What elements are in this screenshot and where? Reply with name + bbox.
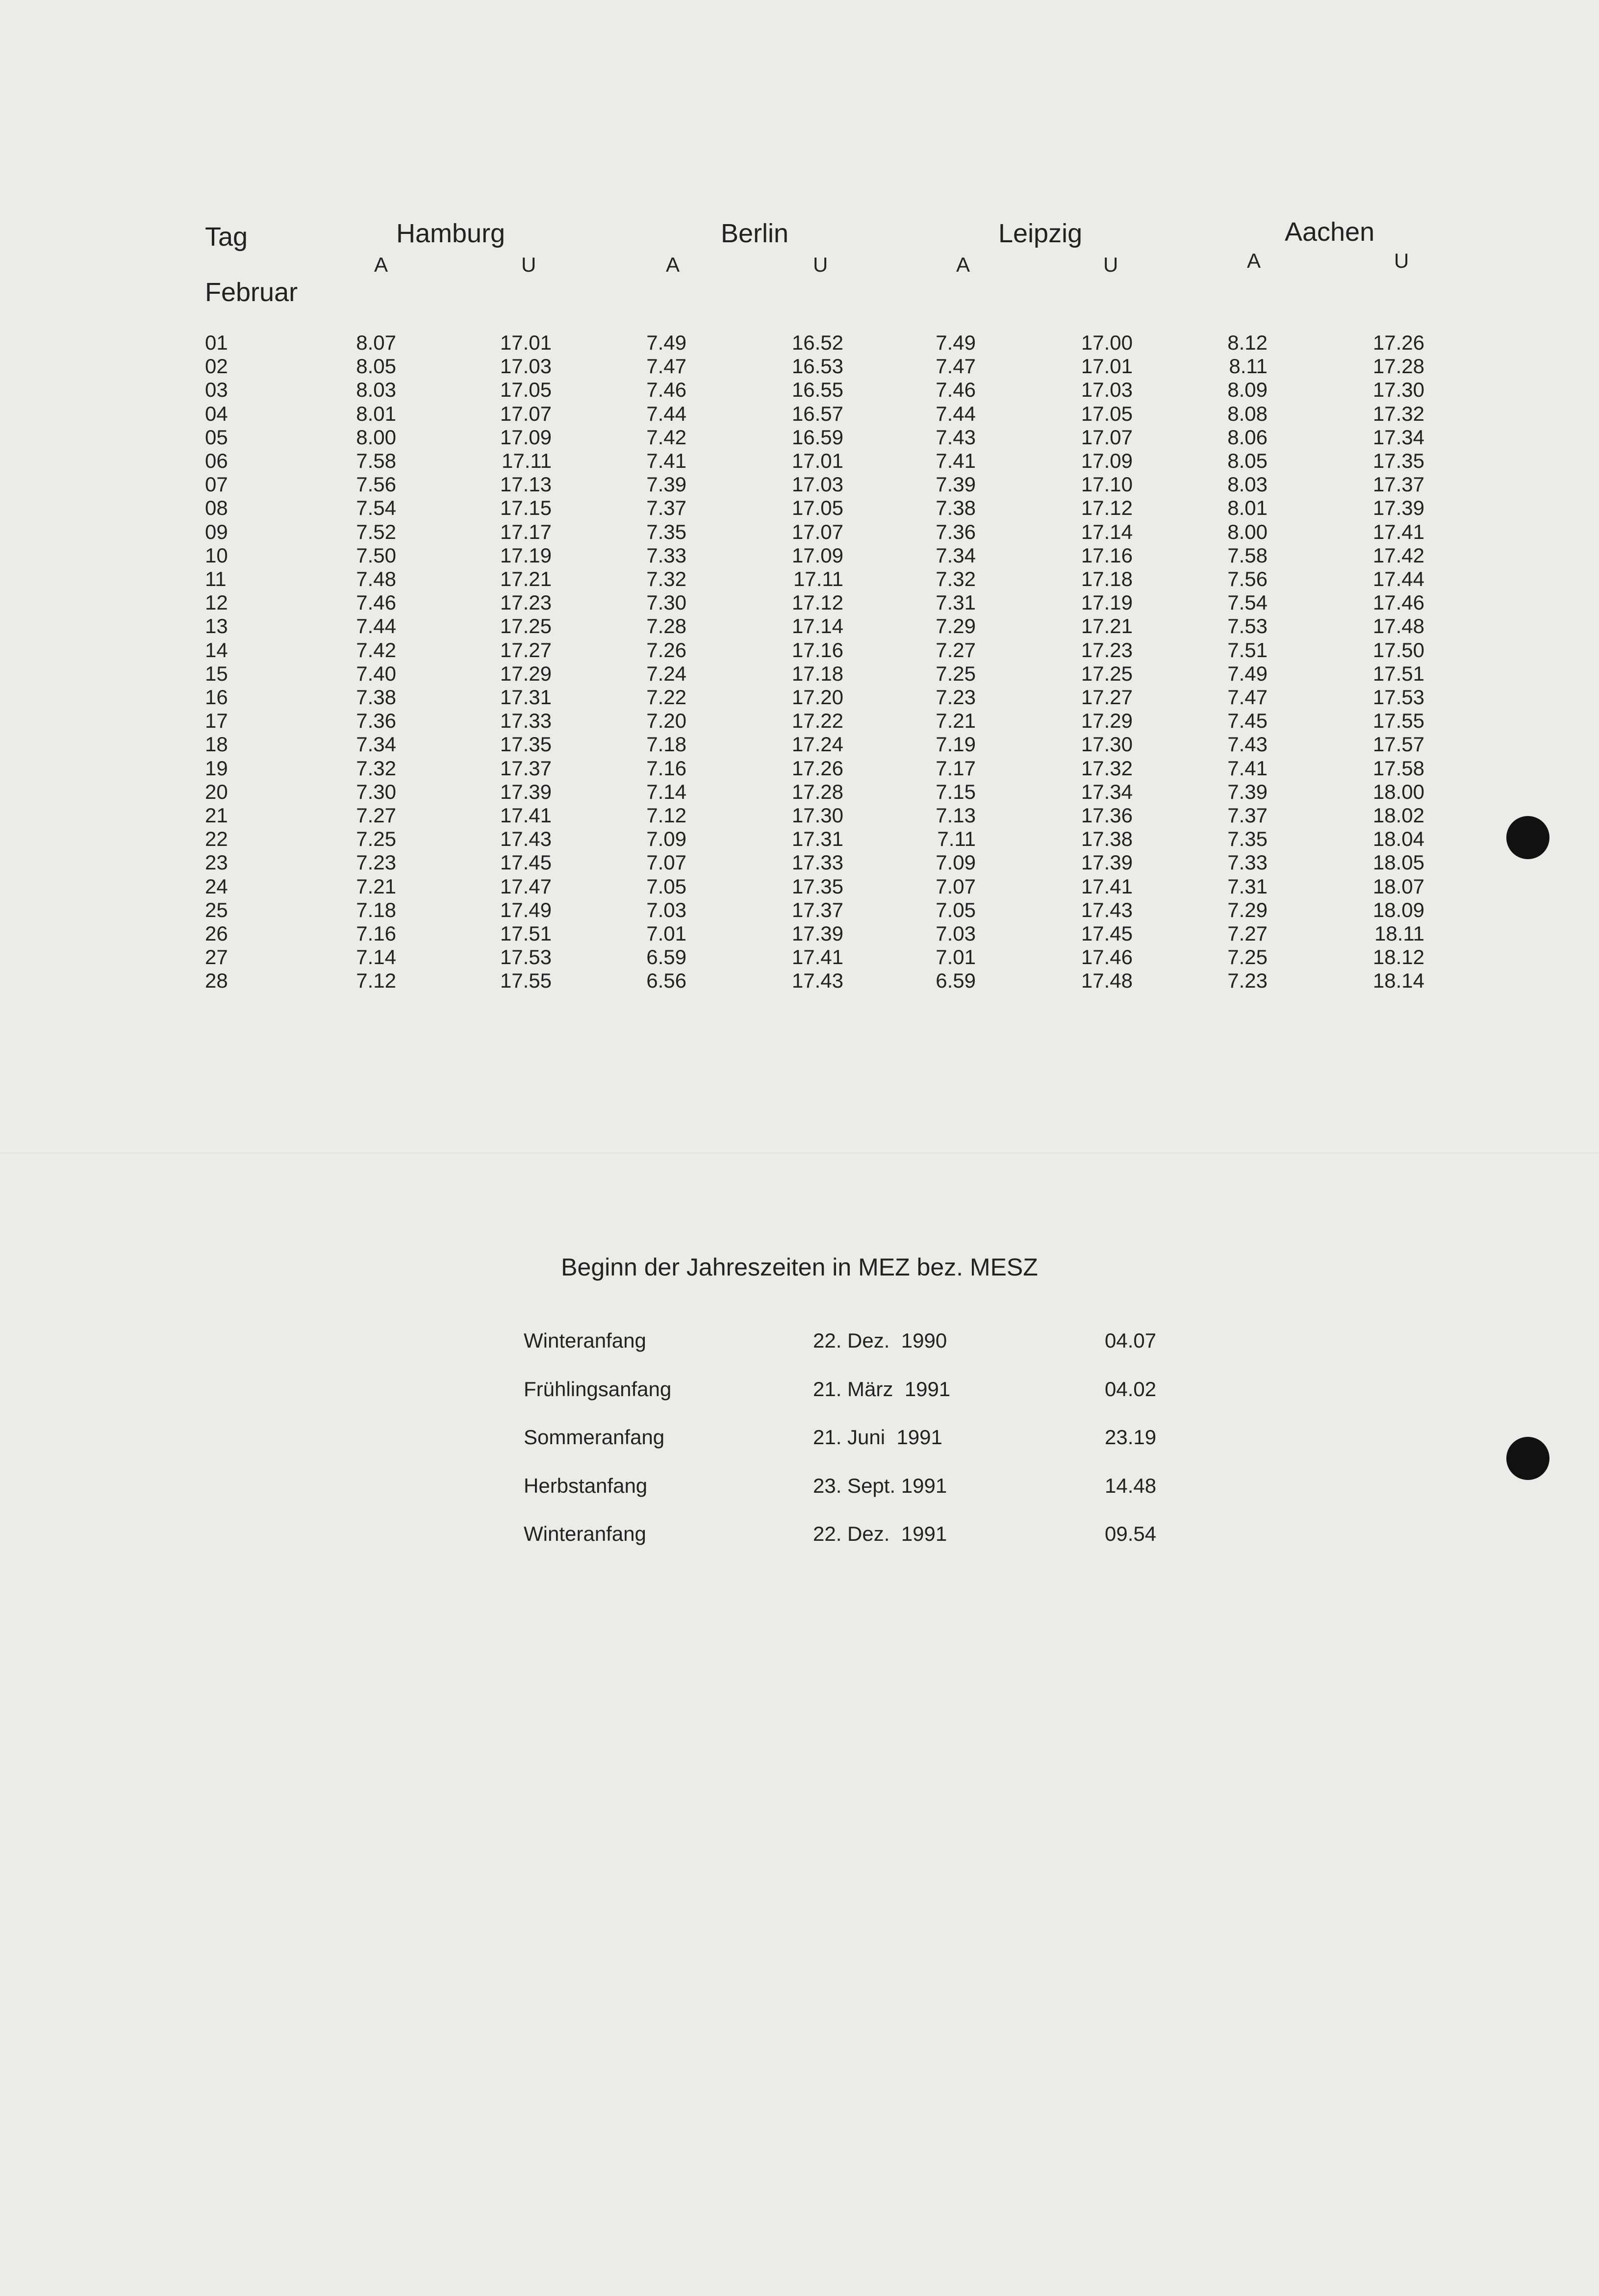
cell-aachen-a: 7.27 bbox=[1227, 922, 1268, 945]
cell-leipzig-a: 7.44 bbox=[936, 402, 976, 425]
cell-hamburg-u: 17.09 bbox=[500, 426, 552, 449]
cell-day: 21 bbox=[205, 804, 228, 827]
cell-leipzig-u: 17.12 bbox=[1081, 496, 1133, 519]
cell-hamburg-a: 8.01 bbox=[356, 402, 396, 425]
cell-hamburg-a: 8.03 bbox=[356, 378, 396, 401]
cell-leipzig-a: 7.36 bbox=[936, 520, 976, 543]
cell-day: 04 bbox=[205, 402, 228, 425]
cell-berlin-u: 17.03 bbox=[791, 473, 843, 496]
cell-leipzig-u: 17.05 bbox=[1081, 402, 1133, 425]
cell-hamburg-a: 8.05 bbox=[356, 355, 396, 378]
cell-berlin-u: 17.09 bbox=[791, 544, 843, 567]
cell-leipzig-a: 7.47 bbox=[936, 355, 976, 378]
cell-aachen-a: 8.03 bbox=[1227, 473, 1268, 496]
cell-hamburg-a: 7.27 bbox=[356, 804, 396, 827]
cell-aachen-a: 7.33 bbox=[1227, 851, 1268, 874]
cell-aachen-u: 18.07 bbox=[1372, 875, 1424, 898]
cell-hamburg-u: 17.55 bbox=[500, 969, 552, 992]
cell-day: 05 bbox=[205, 426, 228, 449]
cell-hamburg-u: 17.01 bbox=[500, 331, 552, 354]
cell-aachen-u: 18.12 bbox=[1372, 945, 1424, 969]
cell-leipzig-a: 7.01 bbox=[936, 945, 976, 969]
cell-berlin-a: 6.56 bbox=[646, 969, 686, 992]
cell-aachen-u: 17.46 bbox=[1372, 591, 1424, 614]
cell-hamburg-u: 17.45 bbox=[500, 851, 552, 874]
header-leipzig-u: U bbox=[1103, 253, 1118, 276]
cell-berlin-a: 7.28 bbox=[646, 614, 686, 638]
cell-aachen-a: 7.31 bbox=[1227, 875, 1268, 898]
cell-aachen-u: 17.48 bbox=[1372, 614, 1424, 638]
cell-leipzig-a: 7.21 bbox=[936, 709, 976, 732]
season-row bbox=[0, 1426, 1599, 1455]
cell-day: 06 bbox=[205, 449, 228, 472]
cell-hamburg-a: 7.44 bbox=[356, 614, 396, 638]
cell-berlin-u: 16.55 bbox=[791, 378, 843, 401]
cell-leipzig-a: 7.25 bbox=[936, 662, 976, 685]
cell-berlin-u: 17.33 bbox=[791, 851, 843, 874]
cell-berlin-u: 17.20 bbox=[791, 686, 843, 709]
cell-hamburg-u: 17.21 bbox=[500, 567, 552, 590]
cell-leipzig-a: 7.32 bbox=[936, 567, 976, 590]
cell-day: 20 bbox=[205, 780, 228, 803]
cell-leipzig-u: 17.32 bbox=[1081, 757, 1133, 780]
cell-day: 26 bbox=[205, 922, 228, 945]
season-row bbox=[0, 1329, 1599, 1358]
cell-leipzig-a: 6.59 bbox=[936, 969, 976, 992]
cell-berlin-u: 16.57 bbox=[791, 402, 843, 425]
cell-hamburg-u: 17.11 bbox=[502, 449, 552, 472]
cell-day: 19 bbox=[205, 757, 228, 780]
cell-berlin-a: 7.30 bbox=[646, 591, 686, 614]
cell-hamburg-a: 7.25 bbox=[356, 827, 396, 850]
cell-leipzig-a: 7.09 bbox=[936, 851, 976, 874]
cell-hamburg-a: 7.56 bbox=[356, 473, 396, 496]
cell-day: 28 bbox=[205, 969, 228, 992]
cell-aachen-a: 7.54 bbox=[1227, 591, 1268, 614]
cell-day: 10 bbox=[205, 544, 228, 567]
paper-fold-line bbox=[0, 1152, 1599, 1153]
cell-aachen-a: 7.29 bbox=[1227, 898, 1268, 921]
cell-berlin-a: 7.07 bbox=[646, 851, 686, 874]
cell-leipzig-u: 17.25 bbox=[1081, 662, 1133, 685]
season-time: 23.19 bbox=[1105, 1426, 1157, 1449]
cell-berlin-a: 7.20 bbox=[646, 709, 686, 732]
cell-day: 16 bbox=[205, 686, 228, 709]
cell-leipzig-u: 17.01 bbox=[1081, 355, 1133, 378]
cell-day: 25 bbox=[205, 898, 228, 921]
cell-day: 09 bbox=[205, 520, 228, 543]
cell-hamburg-a: 7.12 bbox=[356, 969, 396, 992]
cell-berlin-a: 7.32 bbox=[646, 567, 686, 590]
cell-berlin-a: 7.24 bbox=[646, 662, 686, 685]
cell-aachen-u: 17.35 bbox=[1372, 449, 1424, 472]
cell-day: 23 bbox=[205, 851, 228, 874]
cell-berlin-u: 17.35 bbox=[791, 875, 843, 898]
cell-leipzig-u: 17.45 bbox=[1081, 922, 1133, 945]
cell-hamburg-u: 17.51 bbox=[500, 922, 552, 945]
cell-berlin-u: 17.05 bbox=[791, 496, 843, 519]
cell-berlin-u: 17.07 bbox=[791, 520, 843, 543]
cell-leipzig-a: 7.39 bbox=[936, 473, 976, 496]
cell-hamburg-a: 7.40 bbox=[356, 662, 396, 685]
cell-aachen-a: 7.53 bbox=[1227, 614, 1268, 638]
cell-leipzig-u: 17.36 bbox=[1081, 804, 1133, 827]
cell-hamburg-u: 17.05 bbox=[500, 378, 552, 401]
cell-berlin-a: 7.14 bbox=[646, 780, 686, 803]
cell-berlin-a: 7.33 bbox=[646, 544, 686, 567]
cell-berlin-u: 17.43 bbox=[791, 969, 843, 992]
cell-hamburg-a: 7.50 bbox=[356, 544, 396, 567]
cell-aachen-a: 8.00 bbox=[1227, 520, 1268, 543]
cell-leipzig-u: 17.14 bbox=[1081, 520, 1133, 543]
cell-aachen-a: 7.45 bbox=[1227, 709, 1268, 732]
cell-hamburg-u: 17.29 bbox=[500, 662, 552, 685]
cell-aachen-u: 18.11 bbox=[1374, 922, 1424, 945]
cell-aachen-a: 7.56 bbox=[1227, 567, 1268, 590]
cell-day: 22 bbox=[205, 827, 228, 850]
cell-hamburg-u: 17.33 bbox=[500, 709, 552, 732]
cell-hamburg-u: 17.39 bbox=[500, 780, 552, 803]
cell-hamburg-u: 17.27 bbox=[500, 638, 552, 662]
cell-hamburg-a: 8.07 bbox=[356, 331, 396, 354]
cell-aachen-a: 7.39 bbox=[1227, 780, 1268, 803]
cell-leipzig-a: 7.05 bbox=[936, 898, 976, 921]
cell-leipzig-a: 7.27 bbox=[936, 638, 976, 662]
season-row bbox=[0, 1522, 1599, 1552]
cell-berlin-a: 7.37 bbox=[646, 496, 686, 519]
cell-day: 01 bbox=[205, 331, 228, 354]
cell-berlin-u: 17.12 bbox=[791, 591, 843, 614]
cell-berlin-u: 17.14 bbox=[791, 614, 843, 638]
cell-day: 24 bbox=[205, 875, 228, 898]
header-hamburg-u: U bbox=[521, 253, 536, 276]
cell-berlin-a: 7.46 bbox=[646, 378, 686, 401]
season-name: Herbstanfang bbox=[524, 1474, 648, 1497]
header-city-berlin: Berlin bbox=[721, 219, 789, 248]
cell-aachen-a: 7.41 bbox=[1227, 757, 1268, 780]
season-date: 21. Juni 1991 bbox=[813, 1426, 942, 1449]
cell-hamburg-a: 8.00 bbox=[356, 426, 396, 449]
cell-aachen-a: 7.25 bbox=[1227, 945, 1268, 969]
header-month: Februar bbox=[205, 278, 298, 307]
cell-berlin-a: 6.59 bbox=[646, 945, 686, 969]
cell-berlin-a: 7.49 bbox=[646, 331, 686, 354]
cell-berlin-u: 17.01 bbox=[791, 449, 843, 472]
cell-berlin-a: 7.39 bbox=[646, 473, 686, 496]
cell-aachen-u: 17.37 bbox=[1372, 473, 1424, 496]
cell-aachen-u: 17.30 bbox=[1372, 378, 1424, 401]
cell-berlin-u: 16.59 bbox=[791, 426, 843, 449]
cell-aachen-a: 7.51 bbox=[1227, 638, 1268, 662]
cell-day: 17 bbox=[205, 709, 228, 732]
season-name: Sommeranfang bbox=[524, 1426, 665, 1449]
cell-leipzig-a: 7.15 bbox=[936, 780, 976, 803]
cell-aachen-u: 18.04 bbox=[1372, 827, 1424, 850]
header-berlin-a: A bbox=[666, 253, 680, 276]
cell-leipzig-a: 7.46 bbox=[936, 378, 976, 401]
cell-leipzig-u: 17.48 bbox=[1081, 969, 1133, 992]
header-berlin-u: U bbox=[813, 253, 828, 276]
cell-hamburg-u: 17.07 bbox=[500, 402, 552, 425]
cell-hamburg-u: 17.13 bbox=[500, 473, 552, 496]
header-aachen-a: A bbox=[1247, 249, 1261, 272]
cell-berlin-u: 17.11 bbox=[793, 567, 843, 590]
cell-aachen-a: 8.01 bbox=[1227, 496, 1268, 519]
cell-day: 27 bbox=[205, 945, 228, 969]
cell-hamburg-u: 17.47 bbox=[500, 875, 552, 898]
cell-leipzig-u: 17.03 bbox=[1081, 378, 1133, 401]
cell-hamburg-a: 7.34 bbox=[356, 733, 396, 756]
cell-hamburg-a: 7.54 bbox=[356, 496, 396, 519]
season-time: 04.02 bbox=[1105, 1378, 1157, 1401]
cell-aachen-a: 8.06 bbox=[1227, 426, 1268, 449]
cell-berlin-a: 7.35 bbox=[646, 520, 686, 543]
cell-berlin-a: 7.26 bbox=[646, 638, 686, 662]
cell-leipzig-u: 17.10 bbox=[1081, 473, 1133, 496]
cell-leipzig-u: 17.23 bbox=[1081, 638, 1133, 662]
cell-hamburg-a: 7.42 bbox=[356, 638, 396, 662]
cell-aachen-u: 17.39 bbox=[1372, 496, 1424, 519]
cell-berlin-u: 17.30 bbox=[791, 804, 843, 827]
cell-leipzig-a: 7.07 bbox=[936, 875, 976, 898]
header-tag: Tag bbox=[205, 222, 248, 252]
cell-hamburg-a: 7.21 bbox=[356, 875, 396, 898]
cell-berlin-u: 16.52 bbox=[791, 331, 843, 354]
cell-aachen-a: 7.35 bbox=[1227, 827, 1268, 850]
cell-aachen-u: 17.41 bbox=[1372, 520, 1424, 543]
cell-leipzig-a: 7.29 bbox=[936, 614, 976, 638]
cell-hamburg-a: 7.30 bbox=[356, 780, 396, 803]
cell-hamburg-u: 17.53 bbox=[500, 945, 552, 969]
cell-aachen-u: 17.55 bbox=[1372, 709, 1424, 732]
cell-berlin-a: 7.16 bbox=[646, 757, 686, 780]
cell-berlin-u: 17.24 bbox=[791, 733, 843, 756]
cell-leipzig-u: 17.19 bbox=[1081, 591, 1133, 614]
cell-hamburg-u: 17.17 bbox=[500, 520, 552, 543]
header-hamburg-a: A bbox=[374, 253, 388, 276]
seasons-title: Beginn der Jahreszeiten in MEZ bez. MESZ bbox=[561, 1253, 1038, 1281]
cell-berlin-u: 17.16 bbox=[791, 638, 843, 662]
cell-aachen-u: 18.02 bbox=[1372, 804, 1424, 827]
cell-hamburg-u: 17.25 bbox=[500, 614, 552, 638]
cell-hamburg-a: 7.14 bbox=[356, 945, 396, 969]
cell-aachen-a: 8.12 bbox=[1227, 331, 1268, 354]
cell-aachen-a: 8.08 bbox=[1227, 402, 1268, 425]
cell-berlin-u: 17.18 bbox=[791, 662, 843, 685]
cell-aachen-a: 7.47 bbox=[1227, 686, 1268, 709]
cell-aachen-u: 17.28 bbox=[1372, 355, 1424, 378]
cell-day: 13 bbox=[205, 614, 228, 638]
cell-berlin-u: 17.41 bbox=[791, 945, 843, 969]
cell-leipzig-a: 7.23 bbox=[936, 686, 976, 709]
cell-day: 11 bbox=[205, 567, 227, 590]
cell-hamburg-a: 7.23 bbox=[356, 851, 396, 874]
season-date: 22. Dez. 1991 bbox=[813, 1522, 947, 1545]
cell-leipzig-u: 17.41 bbox=[1081, 875, 1133, 898]
header-city-leipzig: Leipzig bbox=[998, 219, 1083, 248]
cell-aachen-a: 7.23 bbox=[1227, 969, 1268, 992]
cell-aachen-u: 17.53 bbox=[1372, 686, 1424, 709]
season-row bbox=[0, 1378, 1599, 1407]
cell-hamburg-a: 7.48 bbox=[356, 567, 396, 590]
cell-hamburg-a: 7.16 bbox=[356, 922, 396, 945]
cell-day: 02 bbox=[205, 355, 228, 378]
cell-aachen-u: 17.51 bbox=[1372, 662, 1424, 685]
cell-day: 15 bbox=[205, 662, 228, 685]
cell-leipzig-u: 17.34 bbox=[1081, 780, 1133, 803]
season-row bbox=[0, 1474, 1599, 1504]
cell-berlin-a: 7.09 bbox=[646, 827, 686, 850]
season-date: 22. Dez. 1990 bbox=[813, 1329, 947, 1352]
cell-day: 18 bbox=[205, 733, 228, 756]
cell-berlin-a: 7.03 bbox=[646, 898, 686, 921]
cell-berlin-u: 17.22 bbox=[791, 709, 843, 732]
cell-leipzig-a: 7.38 bbox=[936, 496, 976, 519]
cell-hamburg-a: 7.18 bbox=[356, 898, 396, 921]
cell-leipzig-u: 17.07 bbox=[1081, 426, 1133, 449]
cell-leipzig-a: 7.41 bbox=[936, 449, 976, 472]
cell-aachen-a: 7.37 bbox=[1227, 804, 1268, 827]
cell-leipzig-a: 7.19 bbox=[936, 733, 976, 756]
cell-hamburg-a: 7.32 bbox=[356, 757, 396, 780]
cell-berlin-u: 17.31 bbox=[791, 827, 843, 850]
header-leipzig-a: A bbox=[956, 253, 970, 276]
cell-aachen-u: 18.14 bbox=[1372, 969, 1424, 992]
season-name: Winteranfang bbox=[524, 1329, 646, 1352]
cell-hamburg-a: 7.38 bbox=[356, 686, 396, 709]
cell-berlin-a: 7.44 bbox=[646, 402, 686, 425]
punch-hole-bottom bbox=[1506, 1437, 1549, 1480]
cell-berlin-a: 7.42 bbox=[646, 426, 686, 449]
header-city-hamburg: Hamburg bbox=[396, 219, 506, 248]
season-name: Frühlingsanfang bbox=[524, 1378, 672, 1401]
cell-leipzig-u: 17.43 bbox=[1081, 898, 1133, 921]
cell-hamburg-u: 17.37 bbox=[500, 757, 552, 780]
cell-hamburg-u: 17.35 bbox=[500, 733, 552, 756]
cell-leipzig-a: 7.13 bbox=[936, 804, 976, 827]
cell-aachen-a: 8.09 bbox=[1227, 378, 1268, 401]
cell-leipzig-a: 7.43 bbox=[936, 426, 976, 449]
cell-hamburg-u: 17.03 bbox=[500, 355, 552, 378]
cell-berlin-a: 7.22 bbox=[646, 686, 686, 709]
cell-berlin-a: 7.12 bbox=[646, 804, 686, 827]
cell-leipzig-u: 17.27 bbox=[1081, 686, 1133, 709]
header-aachen-u: U bbox=[1394, 249, 1409, 272]
cell-aachen-a: 8.05 bbox=[1227, 449, 1268, 472]
cell-aachen-u: 18.09 bbox=[1372, 898, 1424, 921]
cell-hamburg-u: 17.41 bbox=[500, 804, 552, 827]
cell-day: 12 bbox=[205, 591, 228, 614]
season-time: 09.54 bbox=[1105, 1522, 1157, 1545]
cell-aachen-u: 18.05 bbox=[1372, 851, 1424, 874]
cell-hamburg-u: 17.31 bbox=[500, 686, 552, 709]
season-date: 21. März 1991 bbox=[813, 1378, 951, 1401]
cell-hamburg-u: 17.15 bbox=[500, 496, 552, 519]
cell-leipzig-u: 17.16 bbox=[1081, 544, 1133, 567]
cell-berlin-a: 7.05 bbox=[646, 875, 686, 898]
cell-hamburg-a: 7.46 bbox=[356, 591, 396, 614]
cell-leipzig-u: 17.38 bbox=[1081, 827, 1133, 850]
cell-day: 07 bbox=[205, 473, 228, 496]
cell-leipzig-u: 17.21 bbox=[1081, 614, 1133, 638]
cell-hamburg-u: 17.23 bbox=[500, 591, 552, 614]
cell-berlin-a: 7.18 bbox=[646, 733, 686, 756]
cell-aachen-u: 18.00 bbox=[1372, 780, 1424, 803]
cell-leipzig-a: 7.34 bbox=[936, 544, 976, 567]
cell-hamburg-u: 17.43 bbox=[500, 827, 552, 850]
cell-day: 14 bbox=[205, 638, 228, 662]
cell-aachen-a: 7.58 bbox=[1227, 544, 1268, 567]
cell-aachen-a: 8.11 bbox=[1229, 355, 1268, 378]
cell-aachen-u: 17.58 bbox=[1372, 757, 1424, 780]
season-time: 14.48 bbox=[1105, 1474, 1157, 1497]
cell-aachen-u: 17.34 bbox=[1372, 426, 1424, 449]
cell-leipzig-a: 7.17 bbox=[936, 757, 976, 780]
season-date: 23. Sept. 1991 bbox=[813, 1474, 947, 1497]
cell-leipzig-u: 17.29 bbox=[1081, 709, 1133, 732]
cell-berlin-u: 17.39 bbox=[791, 922, 843, 945]
cell-aachen-u: 17.44 bbox=[1372, 567, 1424, 590]
cell-hamburg-u: 17.19 bbox=[500, 544, 552, 567]
cell-aachen-u: 17.42 bbox=[1372, 544, 1424, 567]
header-city-aachen: Aachen bbox=[1285, 217, 1375, 247]
cell-berlin-u: 17.26 bbox=[791, 757, 843, 780]
cell-aachen-u: 17.50 bbox=[1372, 638, 1424, 662]
cell-leipzig-a: 7.49 bbox=[936, 331, 976, 354]
cell-day: 08 bbox=[205, 496, 228, 519]
cell-aachen-u: 17.32 bbox=[1372, 402, 1424, 425]
cell-berlin-u: 17.28 bbox=[791, 780, 843, 803]
cell-leipzig-a: 7.03 bbox=[936, 922, 976, 945]
cell-berlin-a: 7.01 bbox=[646, 922, 686, 945]
cell-hamburg-a: 7.58 bbox=[356, 449, 396, 472]
cell-leipzig-a: 7.31 bbox=[936, 591, 976, 614]
punch-hole-top bbox=[1506, 816, 1549, 859]
cell-aachen-a: 7.43 bbox=[1227, 733, 1268, 756]
cell-hamburg-a: 7.52 bbox=[356, 520, 396, 543]
cell-day: 03 bbox=[205, 378, 228, 401]
cell-berlin-a: 7.41 bbox=[646, 449, 686, 472]
cell-leipzig-a: 7.11 bbox=[937, 827, 976, 850]
cell-leipzig-u: 17.39 bbox=[1081, 851, 1133, 874]
cell-aachen-a: 7.49 bbox=[1227, 662, 1268, 685]
cell-leipzig-u: 17.30 bbox=[1081, 733, 1133, 756]
cell-aachen-u: 17.26 bbox=[1372, 331, 1424, 354]
cell-berlin-u: 16.53 bbox=[791, 355, 843, 378]
cell-leipzig-u: 17.18 bbox=[1081, 567, 1133, 590]
cell-hamburg-a: 7.36 bbox=[356, 709, 396, 732]
cell-berlin-u: 17.37 bbox=[791, 898, 843, 921]
season-name: Winteranfang bbox=[524, 1522, 646, 1545]
cell-leipzig-u: 17.46 bbox=[1081, 945, 1133, 969]
cell-berlin-a: 7.47 bbox=[646, 355, 686, 378]
season-time: 04.07 bbox=[1105, 1329, 1157, 1352]
cell-leipzig-u: 17.00 bbox=[1081, 331, 1133, 354]
cell-aachen-u: 17.57 bbox=[1372, 733, 1424, 756]
cell-leipzig-u: 17.09 bbox=[1081, 449, 1133, 472]
cell-hamburg-u: 17.49 bbox=[500, 898, 552, 921]
